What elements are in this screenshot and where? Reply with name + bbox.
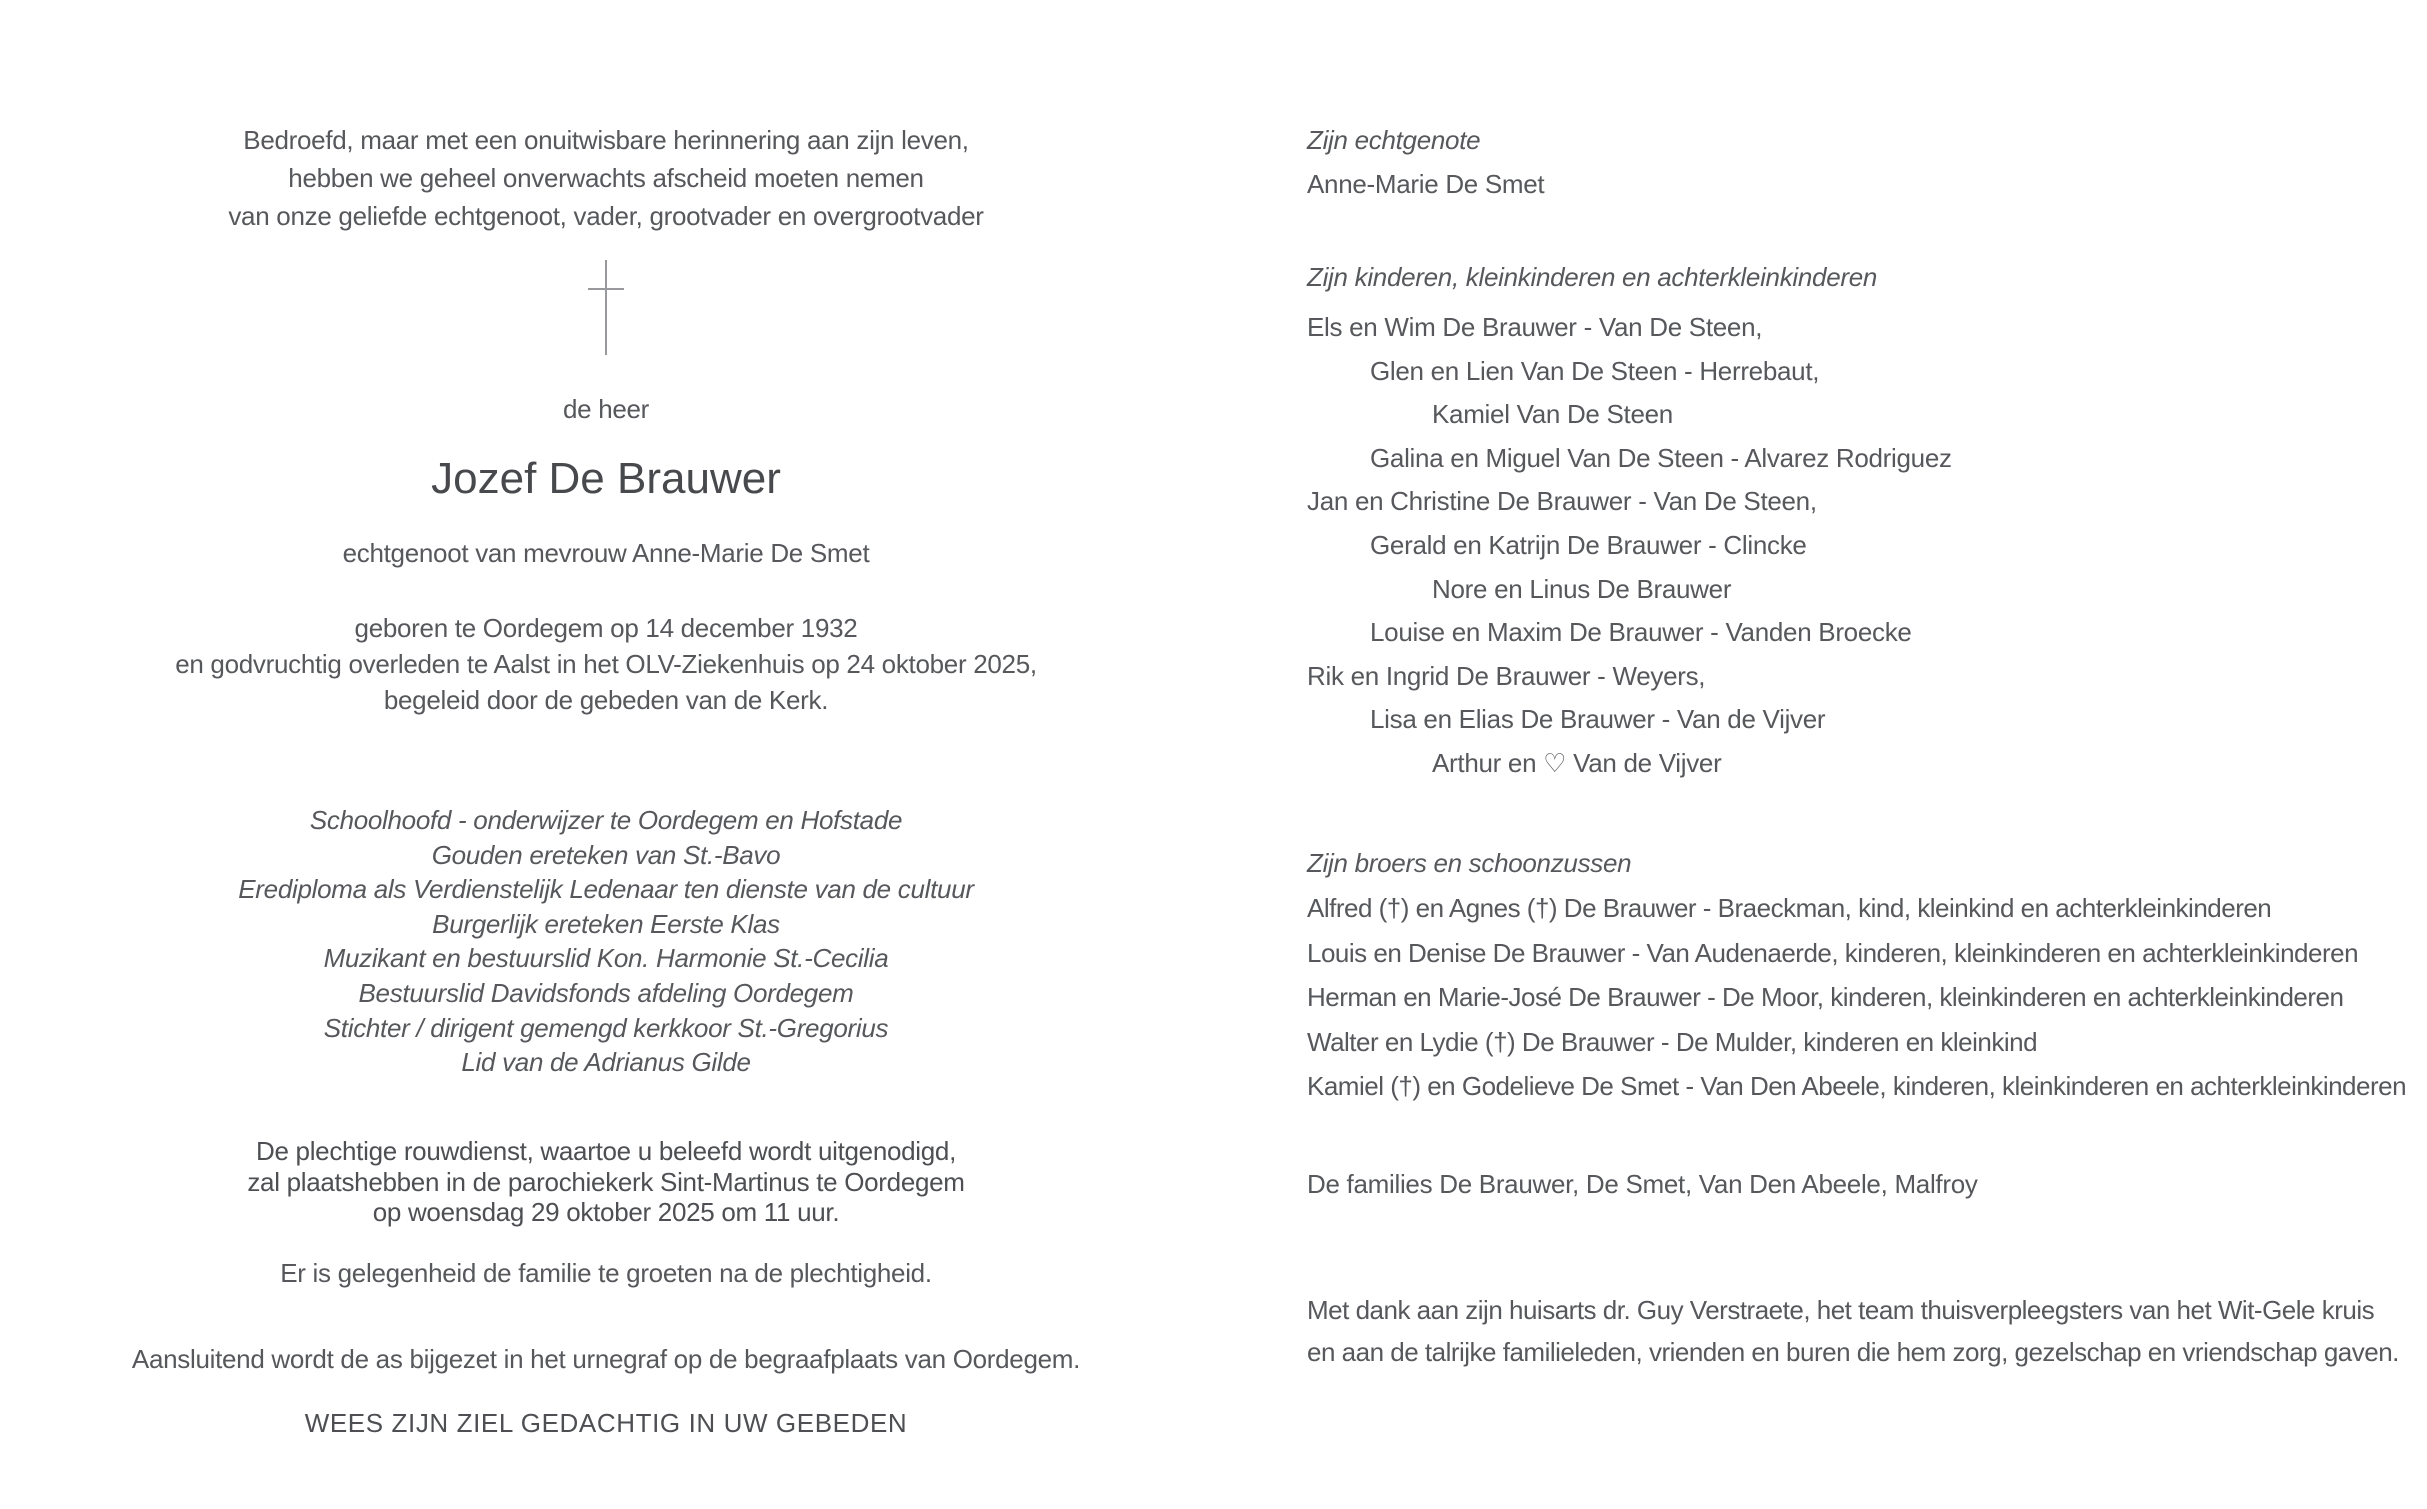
honor-line: Muzikant en bestuurslid Kon. Harmonie St.-Cecilia [323, 943, 889, 974]
siblings-list [1307, 886, 2422, 1109]
intro-line: van onze geliefde echtgenoot, vader, grootvader en overgrootvader [228, 201, 984, 231]
service-line: De plechtige rouwdienst, waartoe u beleefd wordt uitgenodigd, [255, 1136, 957, 1166]
children-list-item: Rik en Ingrid De Brauwer - Weyers, [1307, 660, 1706, 691]
honor-line: Schoolhoofd - onderwijzer te Oordegem en Hofstade [309, 805, 903, 835]
cross-horizontal-bar [588, 288, 624, 290]
birth-death-line: en godvruchtig overleden te Aalst in het OLV-Ziekenhuis op 24 oktober 2025, [175, 649, 1037, 679]
birth-death-lines [91, 610, 1121, 718]
thanks-lines [1307, 1289, 2422, 1373]
spouse-name: Anne-Marie De Smet [1307, 169, 1545, 199]
deceased-name: Jozef De Brauwer [431, 454, 781, 503]
honor-line: Gouden ereteken van St.-Bavo [431, 839, 781, 870]
siblings-list-item: Alfred (†) en Agnes (†) De Brauwer - Braeckman, kind, kleinkind en achterkleinkinderen [1307, 893, 2272, 923]
birth-death-line: geboren te Oordegem op 14 december 1932 [354, 613, 858, 643]
siblings-list-item: Herman en Marie-José De Brauwer - De Moor, kinderen, kleinkinderen en achterkleinkinderen [1307, 982, 2344, 1013]
spouse-heading: Zijn echtgenote [1307, 125, 1481, 155]
funeral-service-lines [91, 1136, 1121, 1228]
siblings-list-item: Louis en Denise De Brauwer - Van Audenaerde, kinderen, kleinkinderen en achterkleinkinderen [1307, 937, 2359, 968]
spouse-of-line: echtgenoot van mevrouw Anne-Marie De Smet [342, 538, 870, 568]
thanks-line: en aan de talrijke familieleden, vrienden en buren die hem zorg, gezelschap en vriendschap gaven. [1307, 1337, 2399, 1367]
birth-death-line: begeleid door de gebeden van de Kerk. [383, 685, 829, 715]
children-list-item: Galina en Miguel Van De Steen - Alvarez Rodriguez [1370, 442, 1952, 473]
children-heading: Zijn kinderen, kleinkinderen en achterkleinkinderen [1307, 262, 1878, 292]
children-list-item: Els en Wim De Brauwer - Van De Steen, [1307, 312, 1763, 342]
honor-line: Erediploma als Verdienstelijk Ledenaar ten dienste van de cultuur [238, 874, 974, 905]
service-line: zal plaatshebben in de parochiekerk Sint-Martinus te Oordegem [247, 1166, 965, 1197]
children-list-item: Jan en Christine De Brauwer - Van De Steen, [1307, 486, 1817, 517]
children-list-item: Louise en Maxim De Brauwer - Vanden Broecke [1370, 617, 1912, 648]
honor-line: Stichter / dirigent gemengd kerkkoor St.-Gregorius [323, 1012, 889, 1043]
honor-line: Bestuurslid Davidsfonds afdeling Oordegem [358, 977, 854, 1008]
cross-vertical-bar [605, 260, 607, 355]
children-list-item: Glen en Lien Van De Steen - Herrebaut, [1370, 355, 1820, 386]
intro-line: Bedroefd, maar met een onuitwisbare herinnering aan zijn leven, [243, 125, 969, 155]
families-line: De families De Brauwer, De Smet, Van Den Abeele, Malfroy [1307, 1169, 1978, 1199]
closing-prayer-line: WEES ZIJN ZIEL GEDACHTIG IN UW GEBEDEN [304, 1408, 908, 1438]
intro-line: hebben we geheel onverwachts afscheid moeten nemen [288, 163, 924, 193]
children-list-item: Gerald en Katrijn De Brauwer - Clincke [1370, 529, 1807, 560]
children-list [1307, 306, 2422, 786]
children-list-item: Lisa en Elias De Brauwer - Van de Vijver [1370, 704, 1826, 735]
thanks-line: Met dank aan zijn huisarts dr. Guy Verstraete, het team thuisverpleegsters van het Wit-Gele kruis [1307, 1295, 2375, 1325]
siblings-heading: Zijn broers en schoonzussen [1307, 848, 1632, 878]
interment-line: Aansluitend wordt de as bijgezet in het urnegraf op de begraafplaats van Oordegem. [131, 1344, 1081, 1374]
salutation: de heer [562, 394, 650, 424]
honor-line: Lid van de Adrianus Gilde [461, 1047, 751, 1078]
children-list-item: Kamiel Van De Steen [1432, 399, 1673, 430]
honors-list [91, 803, 1121, 1080]
intro-text [91, 121, 1121, 235]
greeting-line: Er is gelegenheid de familie te groeten na de plechtigheid. [280, 1258, 932, 1288]
children-list-item: Arthur en ♡ Van de Vijver [1432, 747, 1722, 778]
children-list-item: Nore en Linus De Brauwer [1432, 573, 1732, 604]
latin-cross-icon [586, 260, 626, 355]
honor-line: Burgerlijk ereteken Eerste Klas [432, 908, 780, 939]
siblings-list-item: Walter en Lydie (†) De Brauwer - De Mulder, kinderen en kleinkind [1307, 1026, 2038, 1057]
siblings-list-item: Kamiel (†) en Godelieve De Smet - Van Den Abeele, kinderen, kleinkinderen en achterkleinkinderen [1307, 1071, 2407, 1102]
service-line: op woensdag 29 oktober 2025 om 11 uur. [372, 1197, 840, 1228]
